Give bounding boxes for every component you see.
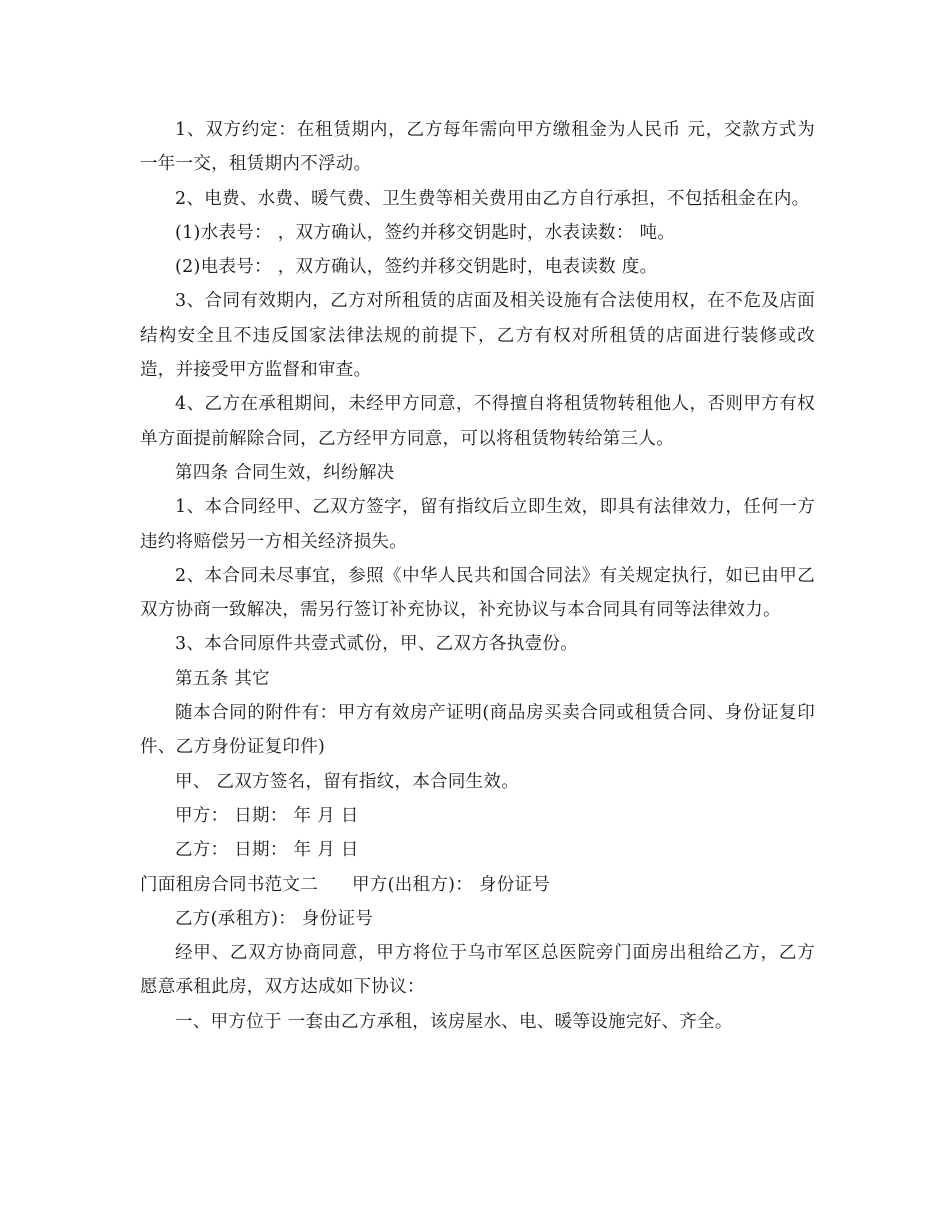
second-contract-title: 门面租房合同书范文二: [140, 874, 318, 895]
paragraph: (1)水表号： ，双方确认，签约并移交钥匙时，水表读数： 吨。: [175, 222, 676, 243]
section-heading: 第四条 合同生效，纠纷解决: [175, 462, 395, 483]
section-heading: 第五条 其它: [175, 668, 270, 689]
paragraph: 经甲、乙双方协商同意，甲方将位于乌市军区总医院旁门面房出租给乙方，乙方愿意承租此房，双方达成如下协议：: [140, 943, 815, 998]
paragraph: 4、乙方在承租期间，未经甲方同意，不得擅自将租赁物转租他人，否则甲方有权单方面提前解除合同，乙方经甲方同意，可以将租赁物转给第三人。: [140, 394, 815, 449]
paragraph: 3、合同有效期内，乙方对所租赁的店面及相关设施有合法使用权，在不危及店面结构安全且不违反国家法律法规的前提下，乙方有权对所租赁的店面进行装修或改造，并接受甲方监督和审查。: [140, 291, 815, 381]
paragraph: 1、双方约定：在租赁期内，乙方每年需向甲方缴租金为人民币 元，交款方式为一年一交，租赁期内不浮动。: [140, 120, 815, 175]
paragraph: 甲、 乙双方签名，留有指纹，本合同生效。: [175, 771, 520, 792]
signature-line: 乙方： 日期： 年 月 日: [175, 840, 359, 861]
paragraph: (2)电表号： ，双方确认，签约并移交钥匙时，电表读数 度。: [175, 257, 658, 278]
paragraph: 随本合同的附件有：甲方有效房产证明(商品房买卖合同或租赁合同、身份证复印件、乙方身份证复印件): [140, 703, 815, 758]
paragraph: 2、本合同未尽事宜，参照《中华人民共和国合同法》有关规定执行，如已由甲乙双方协商一致解决，需另行签订补充协议，补充协议与本合同具有同等法律效力。: [140, 565, 815, 621]
second-contract-title-line: [140, 868, 815, 902]
paragraph: 1、本合同经甲、乙双方签字，留有指纹后立即生效，即具有法律效力，任何一方违约将赔偿另一方相关经济损失。: [140, 497, 815, 552]
paragraph: 2、电费、水费、暖气费、卫生费等相关费用由乙方自行承担，不包括租金在内。: [175, 188, 810, 209]
paragraph: 一、甲方位于 一套由乙方承租，该房屋水、电、暖等设施完好、齐全。: [175, 1011, 733, 1032]
signature-line: 甲方： 日期： 年 月 日: [175, 805, 359, 826]
document-body: [140, 113, 815, 1039]
lessor-info: 甲方(出租方)： 身份证号: [352, 874, 551, 895]
paragraph: 3、本合同原件共壹式贰份，甲、乙双方各执壹份。: [175, 634, 579, 655]
lessee-info: 乙方(承租方)： 身份证号: [175, 908, 374, 929]
